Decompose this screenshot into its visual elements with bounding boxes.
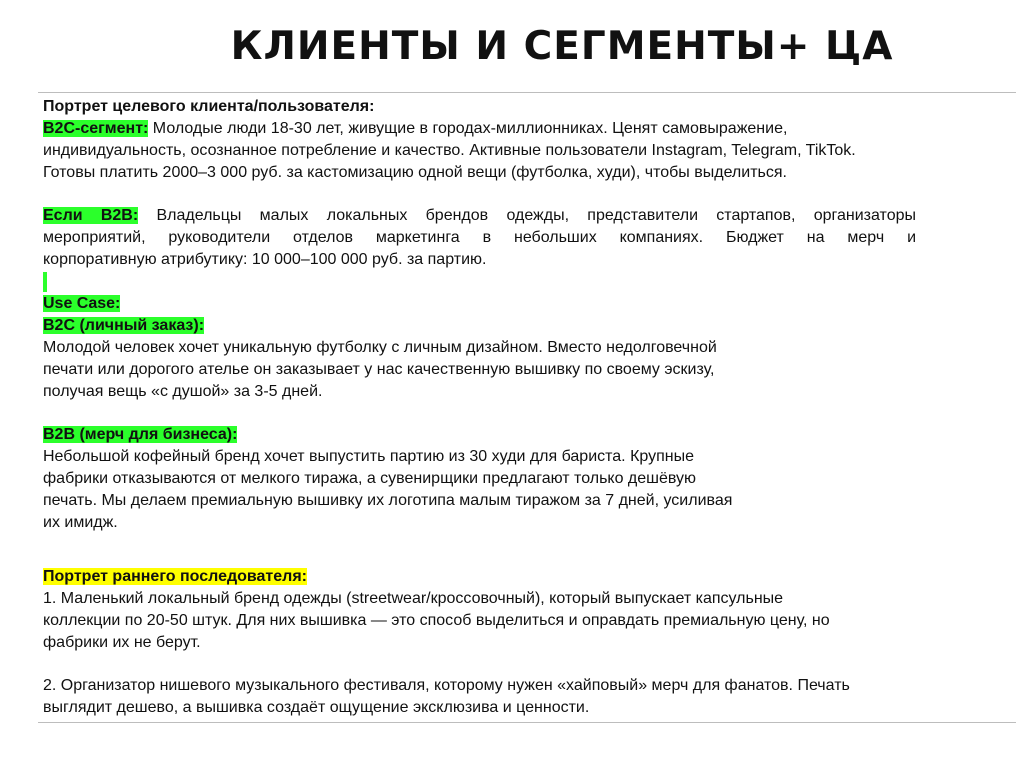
early-adopter-item1-text-1: 1. Маленький локальный бренд одежды (streetwear/кроссовочный), который выпускает капсульные <box>43 590 784 607</box>
b2b-segment-text-1: Владельцы малых локальных брендов одежды, представители стартапов, организаторы <box>138 207 916 224</box>
use-case-b2b-label: B2B (мерч для бизнеса): <box>43 426 238 443</box>
use-case-b2b-text-1: Небольшой кофейный бренд хочет выпустить партию из 30 худи для бариста. Крупные <box>43 448 695 465</box>
early-adopter-line <box>43 566 943 588</box>
b2c-segment-label: B2C-сегмент: <box>43 120 149 137</box>
use-case-b2b-line <box>43 424 943 446</box>
portrait-heading: Портрет целевого клиента/пользователя: <box>43 98 375 115</box>
b2b-segment-label: Если B2B: <box>43 207 139 224</box>
use-case-label: Use Case: <box>43 295 121 312</box>
b2c-segment-line-1 <box>43 118 943 140</box>
early-adopter-item2-text-2: выглядит дешево, а вышивка создаёт ощущение эксклюзива и ценности. <box>43 699 590 716</box>
slide-title: КЛИЕНТЫ И СЕГМЕНТЫ+ ЦА <box>230 24 894 69</box>
b2b-segment-line-3: корпоративную атрибутику: 10 000–100 000 руб. за партию. <box>43 251 487 268</box>
highlight-marker <box>43 272 47 292</box>
use-case-b2c-label: B2C (личный заказ): <box>43 317 205 334</box>
top-divider <box>38 92 1016 93</box>
use-case-b2c-text-2: печати или дорогого ателье он заказывает у нас качественную вышивку по своему эскизу, <box>43 361 715 378</box>
b2c-segment-text-1: Молодые люди 18-30 лет, живущие в городах-миллионниках. Ценят самовыражение, <box>148 120 788 137</box>
use-case-b2c-text-3: получая вещь «с душой» за 3-5 дней. <box>43 383 323 400</box>
b2b-segment-line-2: мероприятий, руководители отделов маркетинга в небольших компаниях. Бюджет на мерч и <box>43 229 916 246</box>
use-case-b2b-text-4: их имидж. <box>43 514 118 531</box>
use-case-b2b-text-3: печать. Мы делаем премиальную вышивку их логотипа малым тиражом за 7 дней, усиливая <box>43 492 733 509</box>
bottom-divider <box>38 722 1016 723</box>
b2c-segment-line-3: Готовы платить 2000–3 000 руб. за кастомизацию одной вещи (футболка, худи), чтобы выделиться. <box>43 164 787 181</box>
early-adopter-item2-text-1: 2. Организатор нишевого музыкального фестиваля, которому нужен «хайповый» мерч для фанатов. Печать <box>43 677 850 694</box>
use-case-b2c-text-1: Молодой человек хочет уникальную футболку с личным дизайном. Вместо недолговечной <box>43 339 717 356</box>
use-case-line <box>43 293 943 315</box>
early-adopter-label: Портрет раннего последователя: <box>43 568 307 585</box>
b2b-segment-line-1 <box>43 205 916 227</box>
early-adopter-item1-text-2: коллекции по 20-50 штук. Для них вышивка — это способ выделиться и оправдать премиальную цену, но <box>43 612 830 629</box>
b2c-segment-line-2: индивидуальность, осознанное потребление и качество. Активные пользователи Instagram, Telegram, TikTok. <box>43 142 856 159</box>
slide-content <box>43 96 943 719</box>
use-case-b2c-line <box>43 315 943 337</box>
use-case-b2b-text-2: фабрики отказываются от мелкого тиража, а сувенирщики предлагают только дешёвую <box>43 470 697 487</box>
early-adopter-item1-text-3: фабрики их не берут. <box>43 634 201 651</box>
highlight-marker-line <box>43 271 943 293</box>
